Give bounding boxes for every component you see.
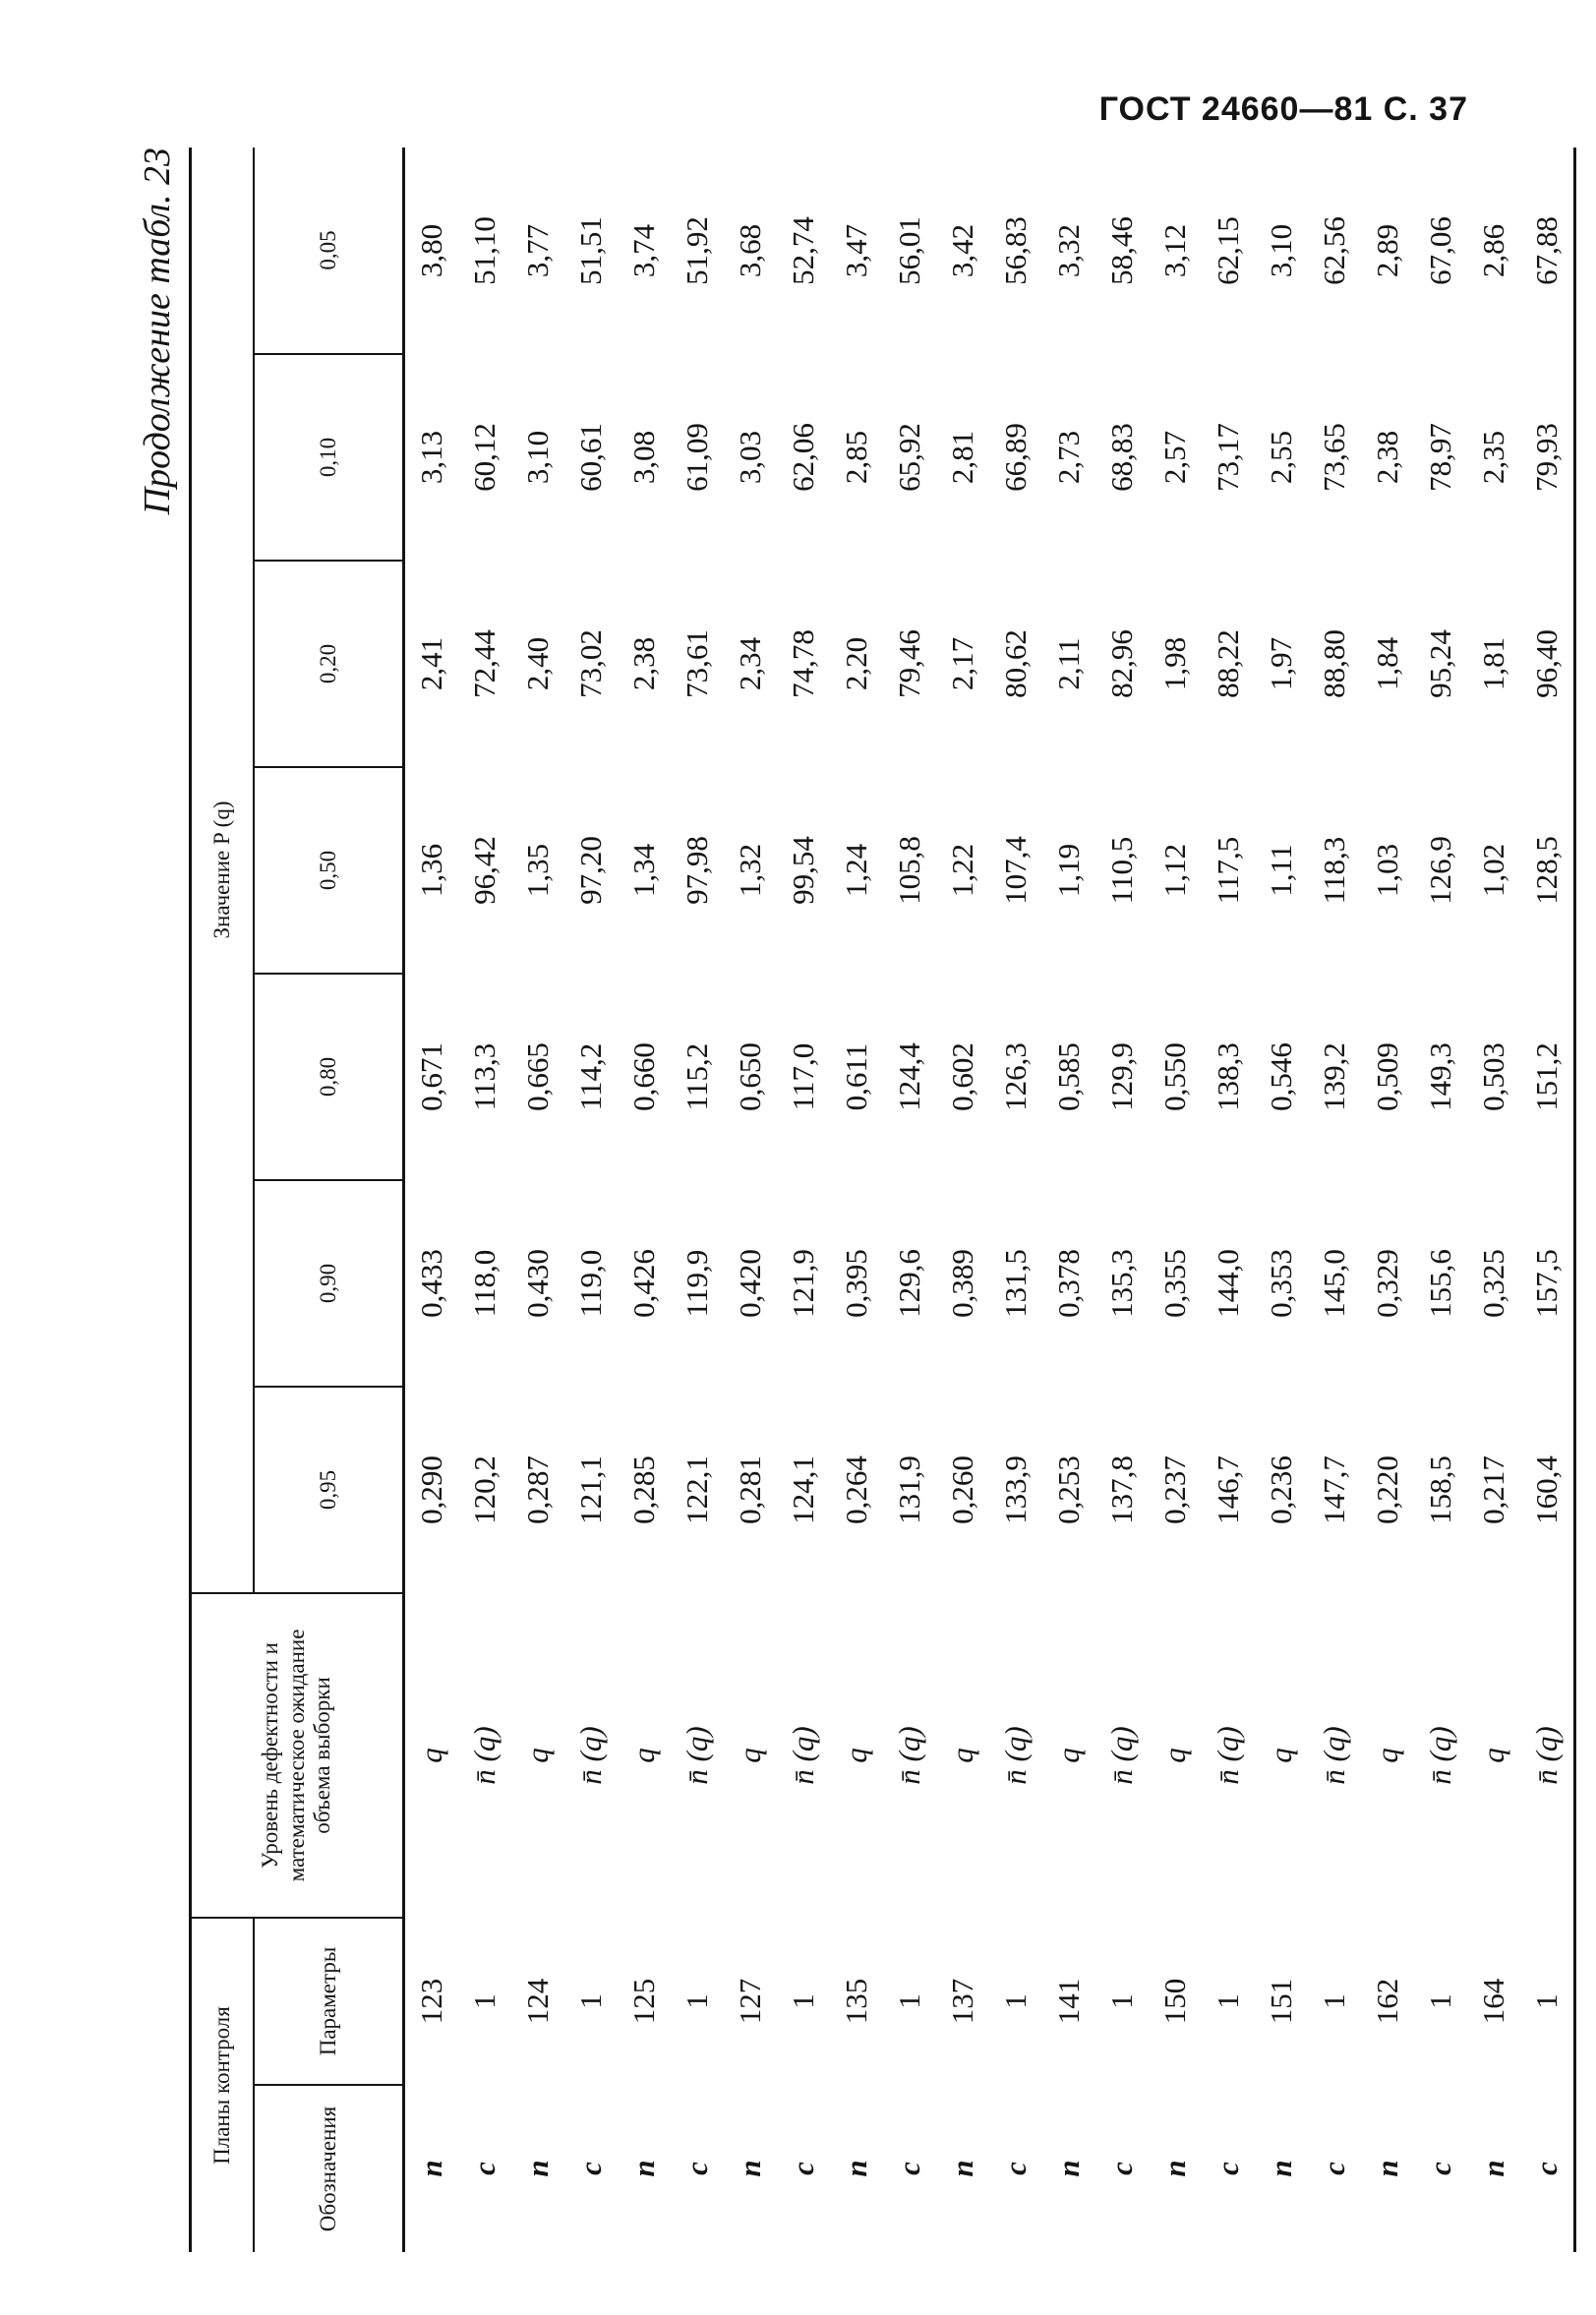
level-cell: n̄ (q): [573, 1726, 608, 1785]
table-row: [458, 148, 511, 2252]
table-row: [1361, 148, 1414, 2252]
value-cell: 1,24: [839, 843, 873, 898]
level-cell: q: [414, 1748, 448, 1763]
parameter-cell: 137: [945, 1978, 979, 2025]
header-p-level: 0,05: [254, 148, 404, 354]
value-cell: 3,68: [733, 223, 767, 278]
value-cell: 0,237: [1157, 1455, 1192, 1524]
value-cell: 110,5: [1104, 836, 1139, 905]
value-cell: 62,15: [1211, 216, 1245, 285]
value-cell: 2,57: [1157, 430, 1192, 485]
value-cell: 1,98: [1157, 636, 1192, 691]
parameter-cell: 1: [998, 1993, 1033, 2009]
level-cell: q: [733, 1748, 767, 1763]
parameter-cell: 1: [573, 1993, 608, 2009]
value-cell: 160,4: [1529, 1455, 1564, 1524]
value-cell: 67,88: [1529, 216, 1564, 285]
value-cell: 82,96: [1104, 629, 1139, 698]
value-cell: 2,86: [1476, 223, 1510, 278]
table-row: [511, 148, 564, 2252]
designation-cell: n: [626, 2160, 661, 2177]
value-cell: 144,0: [1211, 1249, 1245, 1318]
value-cell: 1,32: [733, 843, 767, 898]
designation-cell: c: [1423, 2162, 1457, 2175]
value-cell: 60,61: [573, 423, 608, 492]
value-cell: 2,38: [1370, 430, 1404, 485]
value-cell: 157,5: [1529, 1249, 1564, 1318]
level-cell: q: [520, 1748, 555, 1763]
designation-cell: c: [1529, 2162, 1564, 2175]
value-cell: 149,3: [1423, 1042, 1457, 1111]
value-cell: 1,84: [1370, 636, 1404, 691]
value-cell: 51,51: [573, 216, 608, 285]
value-cell: 1,36: [414, 843, 448, 898]
value-cell: 0,509: [1370, 1042, 1404, 1111]
value-cell: 1,34: [626, 843, 661, 898]
designation-cell: c: [1317, 2162, 1351, 2175]
level-cell: q: [945, 1748, 979, 1763]
value-cell: 79,46: [892, 629, 926, 698]
value-cell: 0,395: [839, 1249, 873, 1318]
value-cell: 0,611: [839, 1042, 873, 1111]
level-cell: n̄ (q): [1104, 1726, 1139, 1785]
header-p-level: 0,50: [254, 767, 404, 974]
value-cell: 0,550: [1157, 1042, 1192, 1111]
value-cell: 3,32: [1051, 223, 1086, 278]
value-cell: 0,285: [626, 1455, 661, 1524]
value-cell: 0,546: [1264, 1042, 1298, 1111]
value-cell: 3,12: [1157, 223, 1192, 278]
value-cell: 139,2: [1317, 1042, 1351, 1111]
table-row: [989, 148, 1042, 2252]
parameter-cell: 124: [520, 1978, 555, 2025]
designation-cell: n: [1051, 2160, 1086, 2177]
value-cell: 146,7: [1211, 1455, 1245, 1524]
control-plans-table: [189, 148, 1576, 2252]
value-cell: 155,6: [1423, 1249, 1457, 1318]
value-cell: 0,660: [626, 1042, 661, 1111]
parameter-cell: 162: [1370, 1978, 1404, 2025]
value-cell: 2,35: [1476, 430, 1510, 485]
level-cell: n̄ (q): [1529, 1726, 1564, 1785]
table-row: [883, 148, 936, 2252]
value-cell: 95,24: [1423, 629, 1457, 698]
header-p-level: 0,90: [254, 1180, 404, 1387]
header-p-values: Значение P (q): [191, 148, 255, 1593]
value-cell: 97,98: [680, 836, 714, 905]
designation-cell: c: [573, 2162, 608, 2175]
value-cell: 2,55: [1264, 430, 1298, 485]
value-cell: 2,17: [945, 636, 979, 691]
value-cell: 0,503: [1476, 1042, 1510, 1111]
value-cell: 0,389: [945, 1249, 979, 1318]
value-cell: 68,83: [1104, 423, 1139, 492]
table-row: [404, 148, 459, 2252]
value-cell: 0,585: [1051, 1042, 1086, 1111]
value-cell: 78,97: [1423, 423, 1457, 492]
value-cell: 114,2: [573, 1042, 608, 1111]
header-p-level: 0,80: [254, 974, 404, 1180]
table-row: [671, 148, 724, 2252]
table-body: [404, 148, 1575, 2252]
parameter-cell: 1: [1317, 1993, 1351, 2009]
value-cell: 0,426: [626, 1249, 661, 1318]
table-row: [1202, 148, 1255, 2252]
value-cell: 2,89: [1370, 223, 1404, 278]
value-cell: 118,3: [1317, 836, 1351, 905]
value-cell: 66,89: [998, 423, 1033, 492]
value-cell: 133,9: [998, 1455, 1033, 1524]
value-cell: 88,22: [1211, 629, 1245, 698]
table-row: [1520, 148, 1575, 2252]
value-cell: 73,02: [573, 629, 608, 698]
table-row: [724, 148, 777, 2252]
level-cell: q: [1370, 1748, 1404, 1763]
rotated-table-area: [128, 148, 1564, 2252]
header-level: Уровень дефектности и математическое ожидание объема выборки: [191, 1593, 404, 1918]
value-cell: 65,92: [892, 423, 926, 492]
value-cell: 73,61: [680, 629, 714, 698]
parameter-cell: 1: [786, 1993, 820, 2009]
table-row: [1095, 148, 1149, 2252]
table-row: [618, 148, 671, 2252]
level-cell: n̄ (q): [1317, 1726, 1351, 1785]
value-cell: 73,65: [1317, 423, 1351, 492]
value-cell: 119,0: [573, 1249, 608, 1318]
value-cell: 124,4: [892, 1042, 926, 1111]
value-cell: 80,62: [998, 629, 1033, 698]
value-cell: 3,08: [626, 430, 661, 485]
parameter-cell: 141: [1051, 1978, 1086, 2025]
level-cell: q: [1051, 1748, 1086, 1763]
value-cell: 151,2: [1529, 1042, 1564, 1111]
table-row: [564, 148, 618, 2252]
value-cell: 147,7: [1317, 1455, 1351, 1524]
designation-cell: n: [1370, 2160, 1404, 2177]
value-cell: 96,40: [1529, 629, 1564, 698]
value-cell: 117,0: [786, 1042, 820, 1111]
table-row: [777, 148, 830, 2252]
value-cell: 1,35: [520, 843, 555, 898]
value-cell: 3,13: [414, 430, 448, 485]
value-cell: 0,602: [945, 1042, 979, 1111]
level-cell: q: [1157, 1748, 1192, 1763]
designation-cell: c: [467, 2162, 502, 2175]
parameter-cell: 1: [1529, 1993, 1564, 2009]
table-row: [936, 148, 989, 2252]
value-cell: 3,03: [733, 430, 767, 485]
value-cell: 113,3: [467, 1042, 502, 1111]
value-cell: 0,378: [1051, 1249, 1086, 1318]
designation-cell: n: [945, 2160, 979, 2177]
parameter-cell: 1: [1211, 1993, 1245, 2009]
value-cell: 135,3: [1104, 1249, 1139, 1318]
value-cell: 0,287: [520, 1455, 555, 1524]
header-p-level: 0,10: [254, 354, 404, 561]
value-cell: 2,38: [626, 636, 661, 691]
value-cell: 129,6: [892, 1249, 926, 1318]
value-cell: 62,06: [786, 423, 820, 492]
value-cell: 3,47: [839, 223, 873, 278]
designation-cell: c: [998, 2162, 1033, 2175]
value-cell: 0,281: [733, 1455, 767, 1524]
value-cell: 0,430: [520, 1249, 555, 1318]
value-cell: 2,73: [1051, 430, 1086, 485]
parameter-cell: 164: [1476, 1978, 1510, 2025]
value-cell: 73,17: [1211, 423, 1245, 492]
continuation-title: Продолжение табл. 23: [137, 148, 178, 515]
value-cell: 0,220: [1370, 1455, 1404, 1524]
value-cell: 0,650: [733, 1042, 767, 1111]
value-cell: 1,81: [1476, 636, 1510, 691]
level-cell: n̄ (q): [892, 1726, 926, 1785]
value-cell: 67,06: [1423, 216, 1457, 285]
value-cell: 79,93: [1529, 423, 1564, 492]
table-row: [1149, 148, 1202, 2252]
value-cell: 2,41: [414, 636, 448, 691]
parameter-cell: 1: [680, 1993, 714, 2009]
value-cell: 158,5: [1423, 1455, 1457, 1524]
value-cell: 0,260: [945, 1455, 979, 1524]
value-cell: 97,20: [573, 836, 608, 905]
header-p-level: 0,20: [254, 561, 404, 767]
table-row: [1414, 148, 1467, 2252]
parameter-cell: 1: [892, 1993, 926, 2009]
designation-cell: n: [1264, 2160, 1298, 2177]
value-cell: 121,1: [573, 1455, 608, 1524]
value-cell: 131,5: [998, 1249, 1033, 1318]
value-cell: 61,09: [680, 423, 714, 492]
value-cell: 0,290: [414, 1455, 448, 1524]
value-cell: 107,4: [998, 836, 1033, 905]
value-cell: 119,9: [680, 1249, 714, 1318]
level-cell: q: [626, 1748, 661, 1763]
value-cell: 131,9: [892, 1455, 926, 1524]
value-cell: 99,54: [786, 836, 820, 905]
parameter-cell: 123: [414, 1978, 448, 2025]
page-header: ГОСТ 24660—81 С. 37: [1098, 90, 1468, 128]
value-cell: 3,10: [1264, 223, 1298, 278]
parameter-cell: 150: [1157, 1978, 1192, 2025]
value-cell: 3,10: [520, 430, 555, 485]
parameter-cell: 127: [733, 1978, 767, 2025]
parameter-cell: 1: [1423, 1993, 1457, 2009]
value-cell: 0,671: [414, 1042, 448, 1111]
level-cell: n̄ (q): [1423, 1726, 1457, 1785]
value-cell: 121,9: [786, 1249, 820, 1318]
value-cell: 138,3: [1211, 1042, 1245, 1111]
level-cell: q: [839, 1748, 873, 1763]
value-cell: 0,420: [733, 1249, 767, 1318]
level-cell: n̄ (q): [1211, 1726, 1245, 1785]
table-row: [1255, 148, 1308, 2252]
parameter-cell: 135: [839, 1978, 873, 2025]
value-cell: 2,11: [1051, 637, 1086, 690]
value-cell: 2,40: [520, 636, 555, 691]
designation-cell: c: [1211, 2162, 1245, 2175]
level-cell: n̄ (q): [786, 1726, 820, 1785]
value-cell: 96,42: [467, 836, 502, 905]
value-cell: 0,353: [1264, 1249, 1298, 1318]
value-cell: 0,236: [1264, 1455, 1298, 1524]
value-cell: 117,5: [1211, 836, 1245, 905]
parameter-cell: 125: [626, 1978, 661, 2025]
value-cell: 88,80: [1317, 629, 1351, 698]
header-control-plans: Планы контроля: [191, 1918, 255, 2252]
value-cell: 56,83: [998, 216, 1033, 285]
value-cell: 56,01: [892, 216, 926, 285]
value-cell: 128,5: [1529, 836, 1564, 905]
table-row: [1042, 148, 1095, 2252]
value-cell: 1,02: [1476, 843, 1510, 898]
value-cell: 3,42: [945, 223, 979, 278]
table-row: [1308, 148, 1361, 2252]
value-cell: 137,8: [1104, 1455, 1139, 1524]
value-cell: 2,81: [945, 430, 979, 485]
value-cell: 129,9: [1104, 1042, 1139, 1111]
value-cell: 2,85: [839, 430, 873, 485]
designation-cell: n: [733, 2160, 767, 2177]
designation-cell: c: [786, 2162, 820, 2175]
value-cell: 1,12: [1157, 843, 1192, 898]
value-cell: 51,92: [680, 216, 714, 285]
value-cell: 105,8: [892, 836, 926, 905]
value-cell: 62,56: [1317, 216, 1351, 285]
designation-cell: n: [839, 2160, 873, 2177]
designation-cell: n: [1157, 2160, 1192, 2177]
table-row: [830, 148, 883, 2252]
value-cell: 122,1: [680, 1455, 714, 1524]
value-cell: 0,355: [1157, 1249, 1192, 1318]
level-cell: n̄ (q): [467, 1726, 502, 1785]
value-cell: 115,2: [680, 1042, 714, 1111]
value-cell: 145,0: [1317, 1249, 1351, 1318]
level-cell: q: [1264, 1748, 1298, 1763]
designation-cell: c: [892, 2162, 926, 2175]
value-cell: 0,329: [1370, 1249, 1404, 1318]
value-cell: 118,0: [467, 1249, 502, 1318]
value-cell: 0,264: [839, 1455, 873, 1524]
value-cell: 2,20: [839, 636, 873, 691]
value-cell: 0,665: [520, 1042, 555, 1111]
header-p-level: 0,95: [254, 1387, 404, 1593]
level-cell: n̄ (q): [998, 1726, 1033, 1785]
designation-cell: c: [680, 2162, 714, 2175]
value-cell: 2,34: [733, 636, 767, 691]
header-parameters: Параметры: [254, 1918, 404, 2085]
value-cell: 126,3: [998, 1042, 1033, 1111]
table-row: [1467, 148, 1520, 2252]
value-cell: 1,19: [1051, 843, 1086, 898]
level-cell: q: [1476, 1748, 1510, 1763]
value-cell: 0,253: [1051, 1455, 1086, 1524]
value-cell: 51,10: [467, 216, 502, 285]
header-designations: Обозначения: [254, 2085, 404, 2252]
value-cell: 1,22: [945, 843, 979, 898]
value-cell: 3,77: [520, 223, 555, 278]
parameter-cell: 151: [1264, 1978, 1298, 2025]
value-cell: 60,12: [467, 423, 502, 492]
value-cell: 58,46: [1104, 216, 1139, 285]
designation-cell: n: [1476, 2160, 1510, 2177]
parameter-cell: 1: [1104, 1993, 1139, 2009]
value-cell: 3,80: [414, 223, 448, 278]
value-cell: 0,433: [414, 1249, 448, 1318]
value-cell: 120,2: [467, 1455, 502, 1524]
designation-cell: c: [1104, 2162, 1139, 2175]
value-cell: 1,97: [1264, 636, 1298, 691]
designation-cell: n: [414, 2160, 448, 2177]
value-cell: 52,74: [786, 216, 820, 285]
value-cell: 126,9: [1423, 836, 1457, 905]
value-cell: 1,03: [1370, 843, 1404, 898]
value-cell: 72,44: [467, 629, 502, 698]
level-cell: n̄ (q): [680, 1726, 714, 1785]
value-cell: 74,78: [786, 629, 820, 698]
designation-cell: n: [520, 2160, 555, 2177]
parameter-cell: 1: [467, 1993, 502, 2009]
rotated-table-frame: [128, 148, 1564, 2252]
value-cell: 1,11: [1264, 844, 1298, 897]
value-cell: 0,325: [1476, 1249, 1510, 1318]
value-cell: 0,217: [1476, 1455, 1510, 1524]
value-cell: 124,1: [786, 1455, 820, 1524]
value-cell: 3,74: [626, 223, 661, 278]
